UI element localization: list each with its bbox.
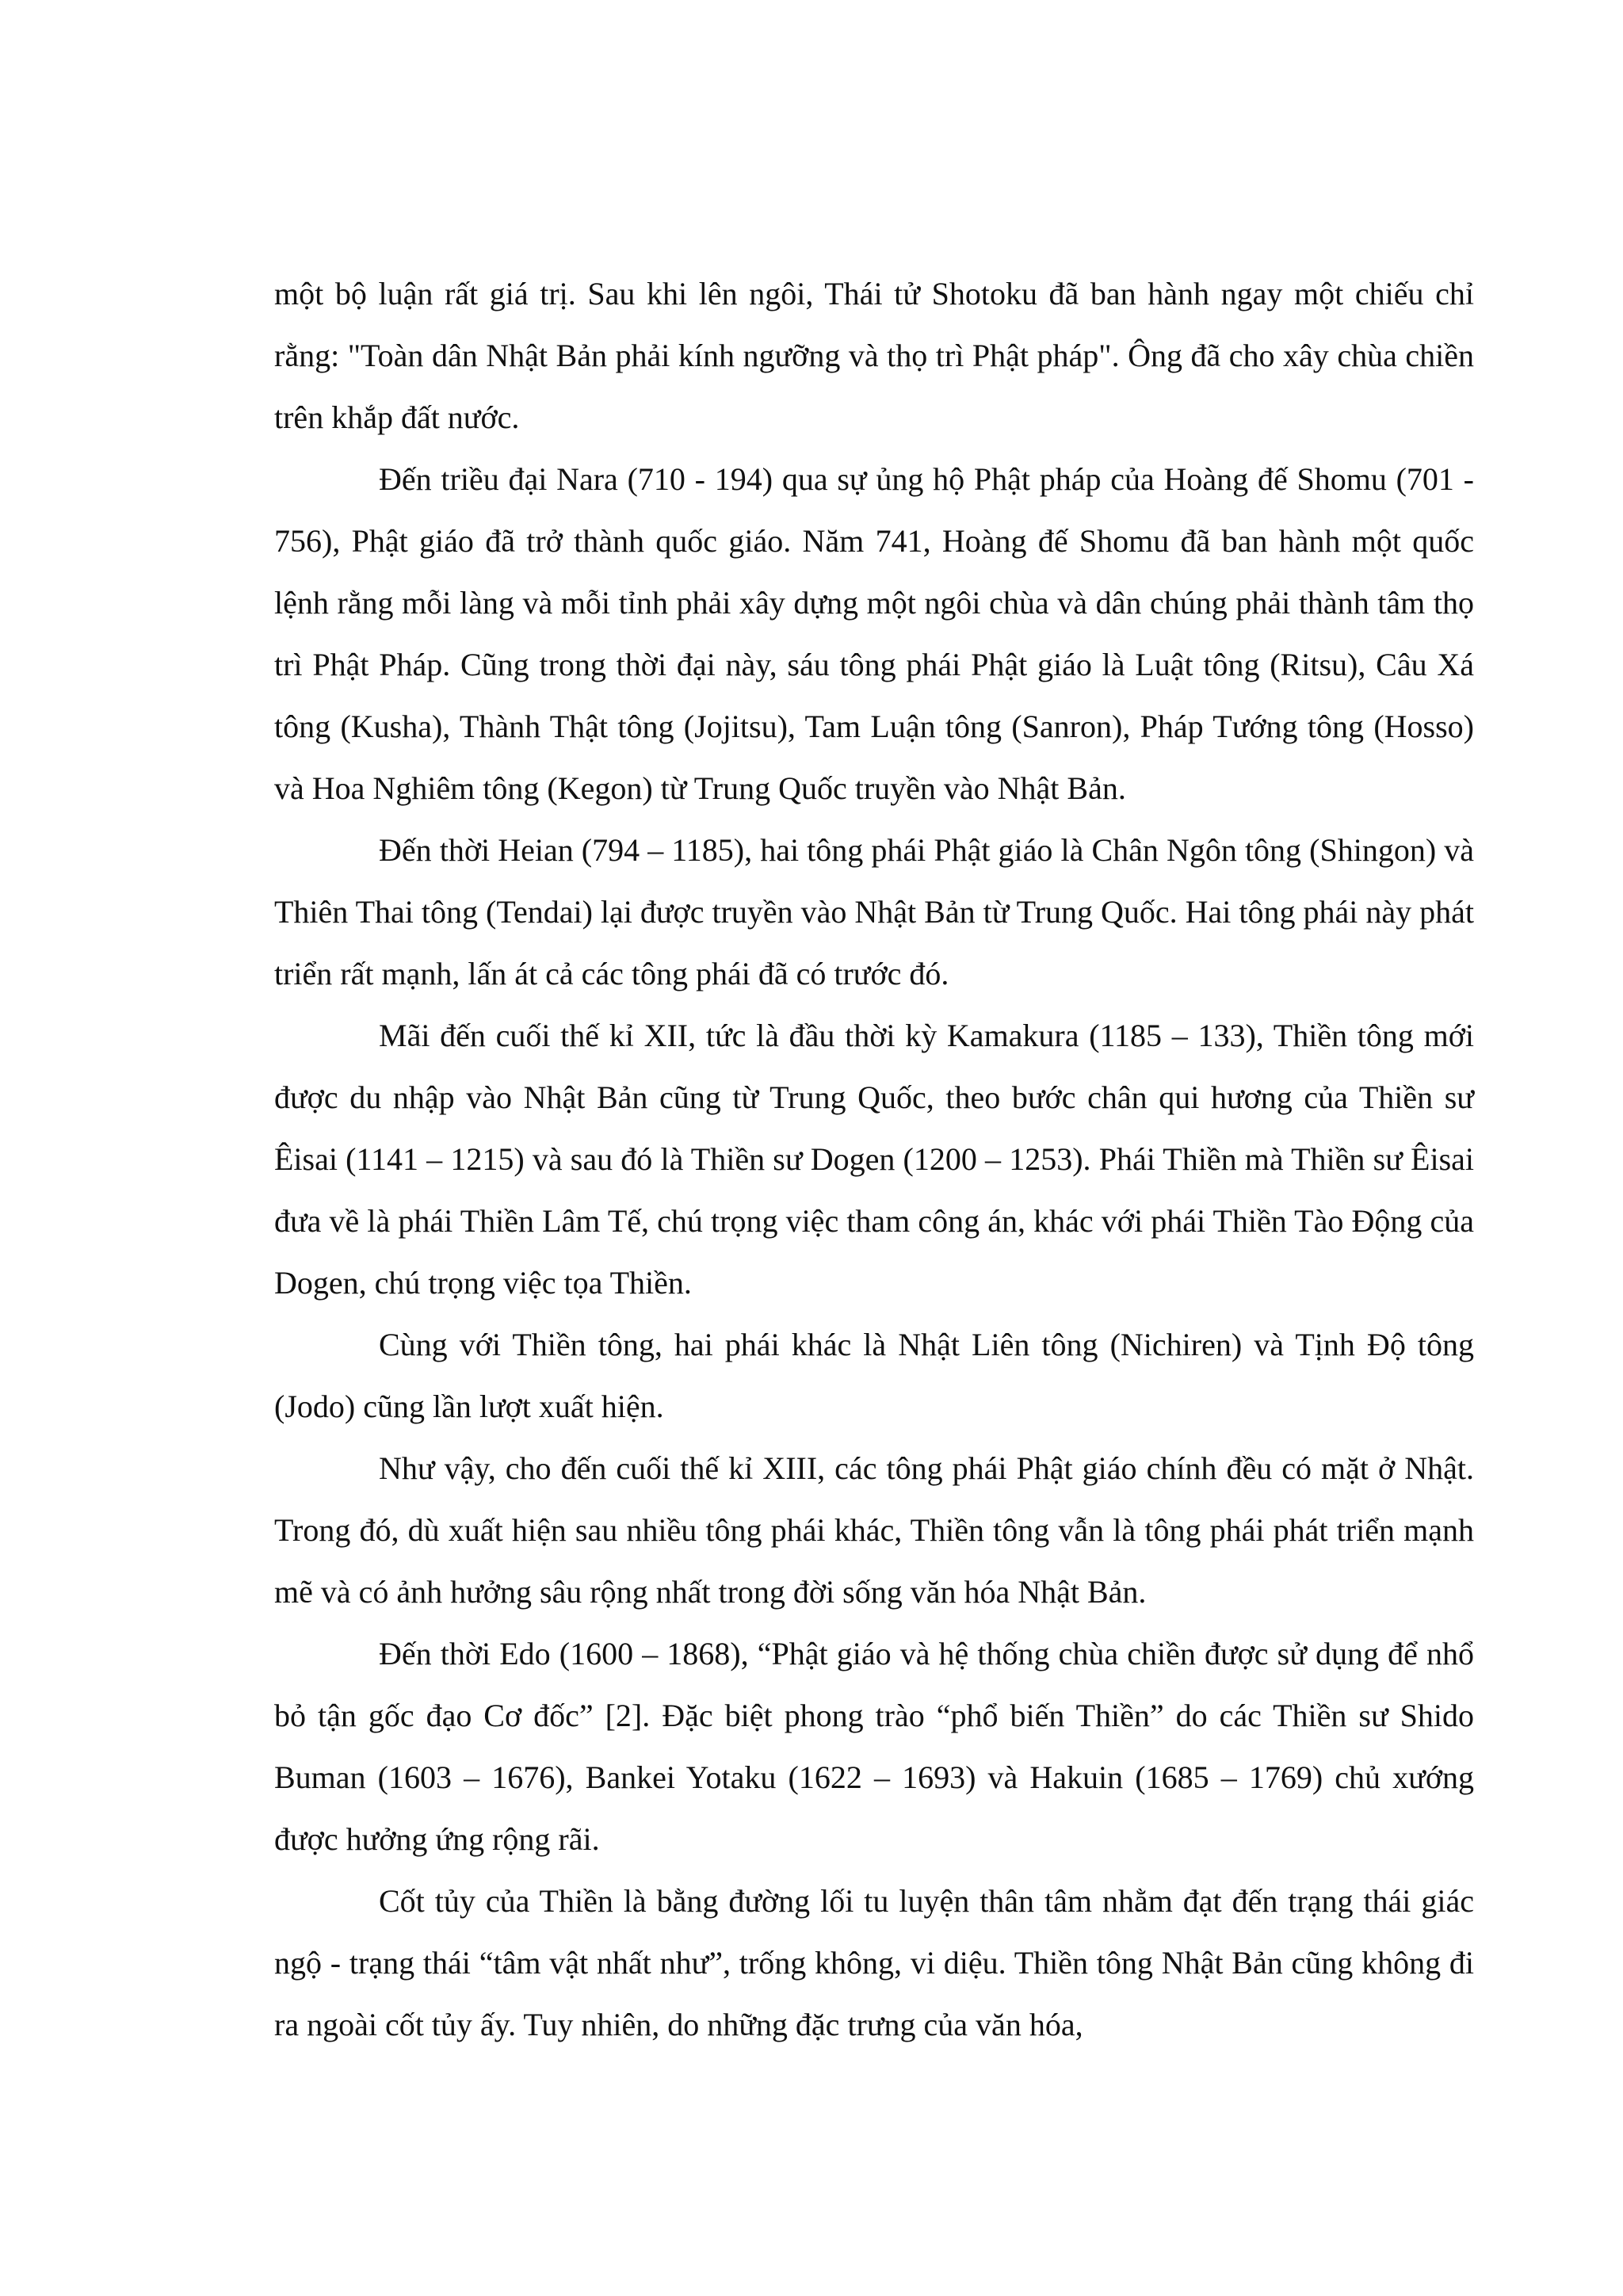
document-body <box>274 263 1474 2056</box>
paragraph-3: Đến thời Heian (794 – 1185), hai tông phái Phật giáo là Chân Ngôn tông (Shingon) và Thiên Thai tông (Tendai) lại được truyền vào Nhật Bản từ Trung Quốc. Hai tông phái này phát triển rất mạnh, lấn át cả các tông phái đã có trước đó. <box>274 832 1475 991</box>
paragraph-4: Mãi đến cuối thế kỉ XII, tức là đầu thời kỳ Kamakura (1185 – 133), Thiền tông mới được du nhập vào Nhật Bản cũng từ Trung Quốc, theo bước chân qui hương của Thiền sư Êisai (1141 – 1215) và sau đó là Thiền sư Dogen (1200 – 1253). Phái Thiền mà Thiền sư Êisai đưa về là phái Thiền Lâm Tế, chú trọng việc tham công án, khác với phái Thiền Tào Động của Dogen, chú trọng việc tọa Thiền. <box>274 1018 1474 1301</box>
paragraph-2: Đến triều đại Nara (710 - 194) qua sự ủng hộ Phật pháp của Hoàng đế Shomu (701 - 756), Phật giáo đã trở thành quốc giáo. Năm 741, Hoàng đế Shomu đã ban hành một quốc lệnh rằng mỗi làng và mỗi tỉnh phải xây dựng một ngôi chùa và dân chúng phải thành tâm thọ trì Phật Pháp. Cũng trong thời đại này, sáu tông phái Phật giáo là Luật tông (Ritsu), Câu Xá tông (Kusha), Thành Thật tông (Jojitsu), Tam Luận tông (Sanron), Pháp Tướng tông (Hosso) và Hoa Nghiêm tông (Kegon) từ Trung Quốc truyền vào Nhật Bản. <box>274 461 1474 806</box>
paragraph-1: một bộ luận rất giá trị. Sau khi lên ngôi, Thái tử Shotoku đã ban hành ngay một chiếu chỉ rằng: "Toàn dân Nhật Bản phải kính ngưỡng và thọ trì Phật pháp". Ông đã cho xây chùa chiền trên khắp đất nước. <box>274 276 1474 435</box>
paragraph-8: Cốt tủy của Thiền là bằng đường lối tu luyện thân tâm nhằm đạt đến trạng thái giác ngộ - trạng thái “tâm vật nhất như”, trống không, vi diệu. Thiền tông Nhật Bản cũng không đi ra ngoài cốt tủy ấy. Tuy nhiên, do những đặc trưng của văn hóa, <box>274 1883 1474 2042</box>
paragraph-5: Cùng với Thiền tông, hai phái khác là Nhật Liên tông (Nichiren) và Tịnh Độ tông (Jodo) cũng lần lượt xuất hiện. <box>274 1327 1474 1424</box>
paragraph-6: Như vậy, cho đến cuối thế kỉ XIII, các tông phái Phật giáo chính đều có mặt ở Nhật. Trong đó, dù xuất hiện sau nhiều tông phái khác, Thiền tông vẫn là tông phái phát triển mạnh mẽ và có ảnh hưởng sâu rộng nhất trong đời sống văn hóa Nhật Bản. <box>274 1450 1474 1610</box>
paragraph-7: Đến thời Edo (1600 – 1868), “Phật giáo và hệ thống chùa chiền được sử dụng để nhổ bỏ tận gốc đạo Cơ đốc” [2]. Đặc biệt phong trào “phổ biến Thiền” do các Thiền sư Shido Buman (1603 – 1676), Bankei Yotaku (1622 – 1693) và Hakuin (1685 – 1769) chủ xướng được hưởng ứng rộng rãi. <box>274 1636 1474 1857</box>
